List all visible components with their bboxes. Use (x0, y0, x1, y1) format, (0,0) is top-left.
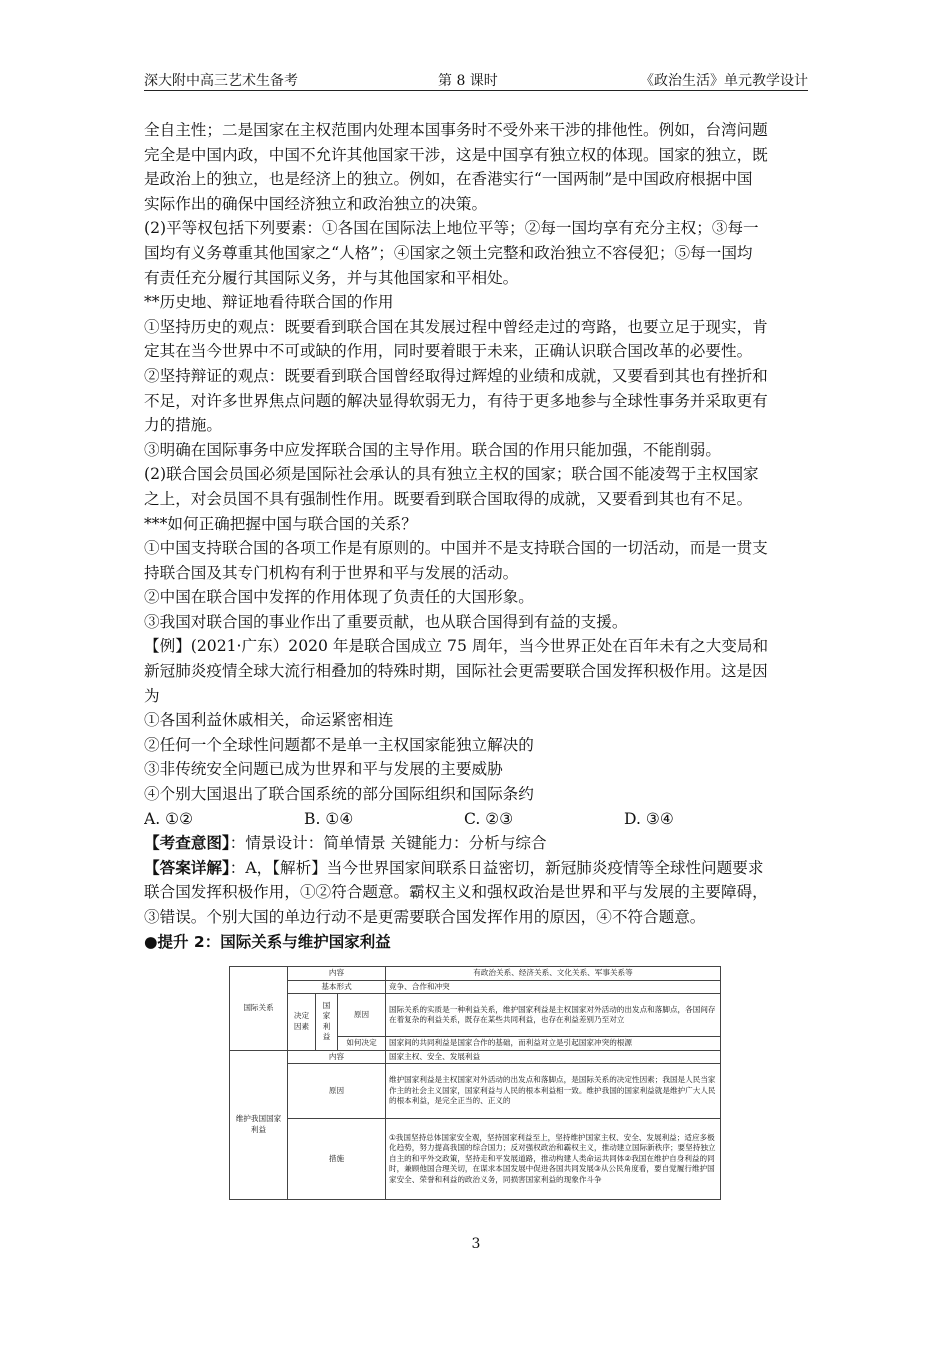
text-line: ③我国对联合国的事业作出了重要贡献，也从联合国得到有益的支援。 (144, 612, 628, 631)
option-b: B. ①④ (304, 809, 354, 828)
table-row (230, 1050, 721, 1064)
text-line: ①中国支持联合国的各项工作是有原则的。中国并不是支持联合国的一切活动，而是一贯支 (144, 539, 768, 558)
intent-line (144, 831, 810, 856)
table-cell: ①我国坚持总体国家安全观，坚持国家利益至上，坚持维护国家主权、安全、发展利益；适应多极化趋势，努力提高我国的综合国力；反对强权政治和霸权主义，推动建立国际新秩序；要坚持独立自主的和平外交政策，坚持走和平发展道路，推动构建人类命运共同体②我国在维护自身利益的同时，兼顾他国合理关切，在谋求本国发展中促进各国共同发展③从公民角度看，要自觉履行维护国家安全、荣誉和利益的政治义务，同损害国家利益的现象作斗争 (386, 1119, 721, 1200)
text-line: 为 (144, 686, 160, 705)
text-line: 力的措施。 (144, 416, 222, 435)
header-center: 第 8 课时 (438, 73, 498, 89)
text-line: 【例】(2021·广东）2020 年是联合国成立 75 周年，当今世界正处在百年未有之大变局和 (144, 637, 769, 656)
text-line: ③错误。个别大国的单边行动不是更需要联合国发挥作用的原因，④不符合题意。 (144, 908, 706, 926)
text-line: 持联合国及其专门机构有利于世界和平与发展的活动。 (144, 563, 519, 582)
table-cell: 国家间的共同利益是国家合作的基础，而利益对立是引起国家冲突的根源 (386, 1037, 721, 1051)
text-line: 联合国发挥积极作用，①②符合题意。霸权主义和强权政治是世界和平与发展的主要障碍， (144, 883, 768, 902)
option-c: C. ②③ (464, 809, 514, 828)
intent-label: 【考查意图】 (144, 833, 230, 853)
text-line: ③明确在国际事务中应发挥联合国的主导作用。联合国的作用只能加强，不能削弱。 (144, 440, 721, 459)
text-line: 实际作出的确保中国经济独立和政治独立的决策。 (144, 194, 488, 213)
table-cell: 有政治关系、经济关系、文化关系、军事关系等 (386, 967, 721, 981)
intent-text: ：情景设计：简单情景 关键能力：分析与综合 (229, 834, 547, 853)
table-cell: 国际关系 (230, 967, 288, 1051)
text-line: (2)平等权包括下列要素：①各国在国际法上地位平等；②每一国均享有充分主权；③每一 (144, 219, 759, 238)
option-a: A. ①② (144, 809, 194, 828)
table-cell: 内容 (288, 1050, 386, 1064)
text-line: ④个别大国退出了联合国系统的部分国际组织和国际条约 (144, 785, 534, 804)
table-cell: 国家利益 (316, 994, 338, 1051)
page-number: 3 (471, 1236, 481, 1252)
text-line: ***如何正确把握中国与联合国的关系？ (144, 514, 417, 533)
answer-text: ：A，【解析】当今世界国家间联系日益密切，新冠肺炎疫情等全球性问题要求 (229, 858, 764, 877)
table-row (230, 994, 721, 1037)
section-title: ●提升 2：国际关系与维护国家利益 (144, 932, 391, 951)
table-row (230, 1064, 721, 1119)
text-line: 完全是中国内政，中国不允许其他国家干涉，这是中国享有独立权的体现。国家的独立，既 (144, 145, 768, 164)
table-cell: 维护国家利益是主权国家对外活动的出发点和落脚点，是国际关系的决定性因素；我国是人民当家作主的社会主义国家，国家利益与人民的根本利益相一致。维护我国的国家利益就是维护广大人民的根本利益，是完全正当的、正义的 (386, 1064, 721, 1119)
text-line: 不足，对许多世界焦点问题的解决显得软弱无力，有待于更多地参与全球性事务并采取更有 (144, 391, 768, 410)
text-line: 之上，对会员国不具有强制性作用。既要看到联合国取得的成就，又要看到其也有不足。 (144, 489, 753, 508)
table-cell: 内容 (288, 967, 386, 981)
table-cell: 国际关系的实质是一种利益关系，维护国家利益是主权国家对外活动的出发点和落脚点，各国间存在着复杂的利益关系，既存在某些共同利益，也存在利益差别乃至对立 (386, 994, 721, 1037)
answer-options (144, 807, 810, 832)
table-row (230, 1119, 721, 1200)
answer-line (144, 856, 810, 881)
table-cell: 如何决定 (338, 1037, 386, 1051)
table-cell: 原因 (288, 1064, 386, 1119)
table-row (230, 967, 721, 981)
text-line: ②任何一个全球性问题都不是单一主权国家能独立解决的 (144, 735, 534, 754)
text-line: ②中国在联合国中发挥的作用体现了负责任的大国形象。 (144, 588, 534, 607)
table-cell: 措施 (288, 1119, 386, 1200)
text-line: 全自主性；二是国家在主权范围内处理本国事务时不受外来干涉的排他性。例如，台湾问题 (144, 121, 768, 139)
text-line: ①坚持历史的观点：既要看到联合国在其发展过程中曾经走过的弯路，也要立足于现实，肯 (144, 317, 768, 336)
answer-label: 【答案详解】 (144, 857, 230, 877)
table-cell: 基本形式 (288, 980, 386, 994)
table-cell: 原因 (338, 994, 386, 1037)
table-cell: 竞争、合作和冲突 (386, 980, 721, 994)
table-cell: 维护我国国家利益 (230, 1050, 288, 1200)
text-line: ③非传统安全问题已成为世界和平与发展的主要威胁 (144, 760, 503, 779)
text-line: **历史地、辩证地看待联合国的作用 (144, 293, 394, 312)
table-cell: 决定因素 (288, 994, 316, 1051)
text-line: ①各国利益休戚相关，命运紧密相连 (144, 711, 394, 730)
header-right: 《政治生活》单元教学设计 (640, 73, 808, 89)
body-text (144, 118, 810, 954)
text-line: 新冠肺炎疫情全球大流行相叠加的特殊时期，国际社会更需要联合国发挥积极作用。这是因 (144, 662, 768, 681)
knowledge-table (229, 966, 721, 1200)
text-line: 国均有义务尊重其他国家之“人格”；④国家之领土完整和政治独立不容侵犯；⑤每一国均 (144, 243, 753, 262)
page-header (144, 68, 808, 91)
text-line: 定其在当今世界中不可或缺的作用，同时要着眼于未来，正确认识联合国改革的必要性。 (144, 342, 753, 361)
table-row (230, 980, 721, 994)
text-line: 有责任充分履行其国际义务，并与其他国家和平相处。 (144, 268, 519, 287)
option-d: D. ③④ (624, 809, 674, 828)
text-line: 是政治上的独立，也是经济上的独立。例如，在香港实行“一国两制”是中国政府根据中国 (144, 170, 753, 189)
text-line: ②坚持辩证的观点：既要看到联合国曾经取得过辉煌的业绩和成就，又要看到其也有挫折和 (144, 366, 768, 385)
table-cell: 国家主权、安全、发展利益 (386, 1050, 721, 1064)
header-left: 深大附中高三艺术生备考 (144, 73, 298, 89)
text-line: (2)联合国会员国必须是国际社会承认的具有独立主权的国家；联合国不能凌驾于主权国家 (144, 465, 759, 484)
